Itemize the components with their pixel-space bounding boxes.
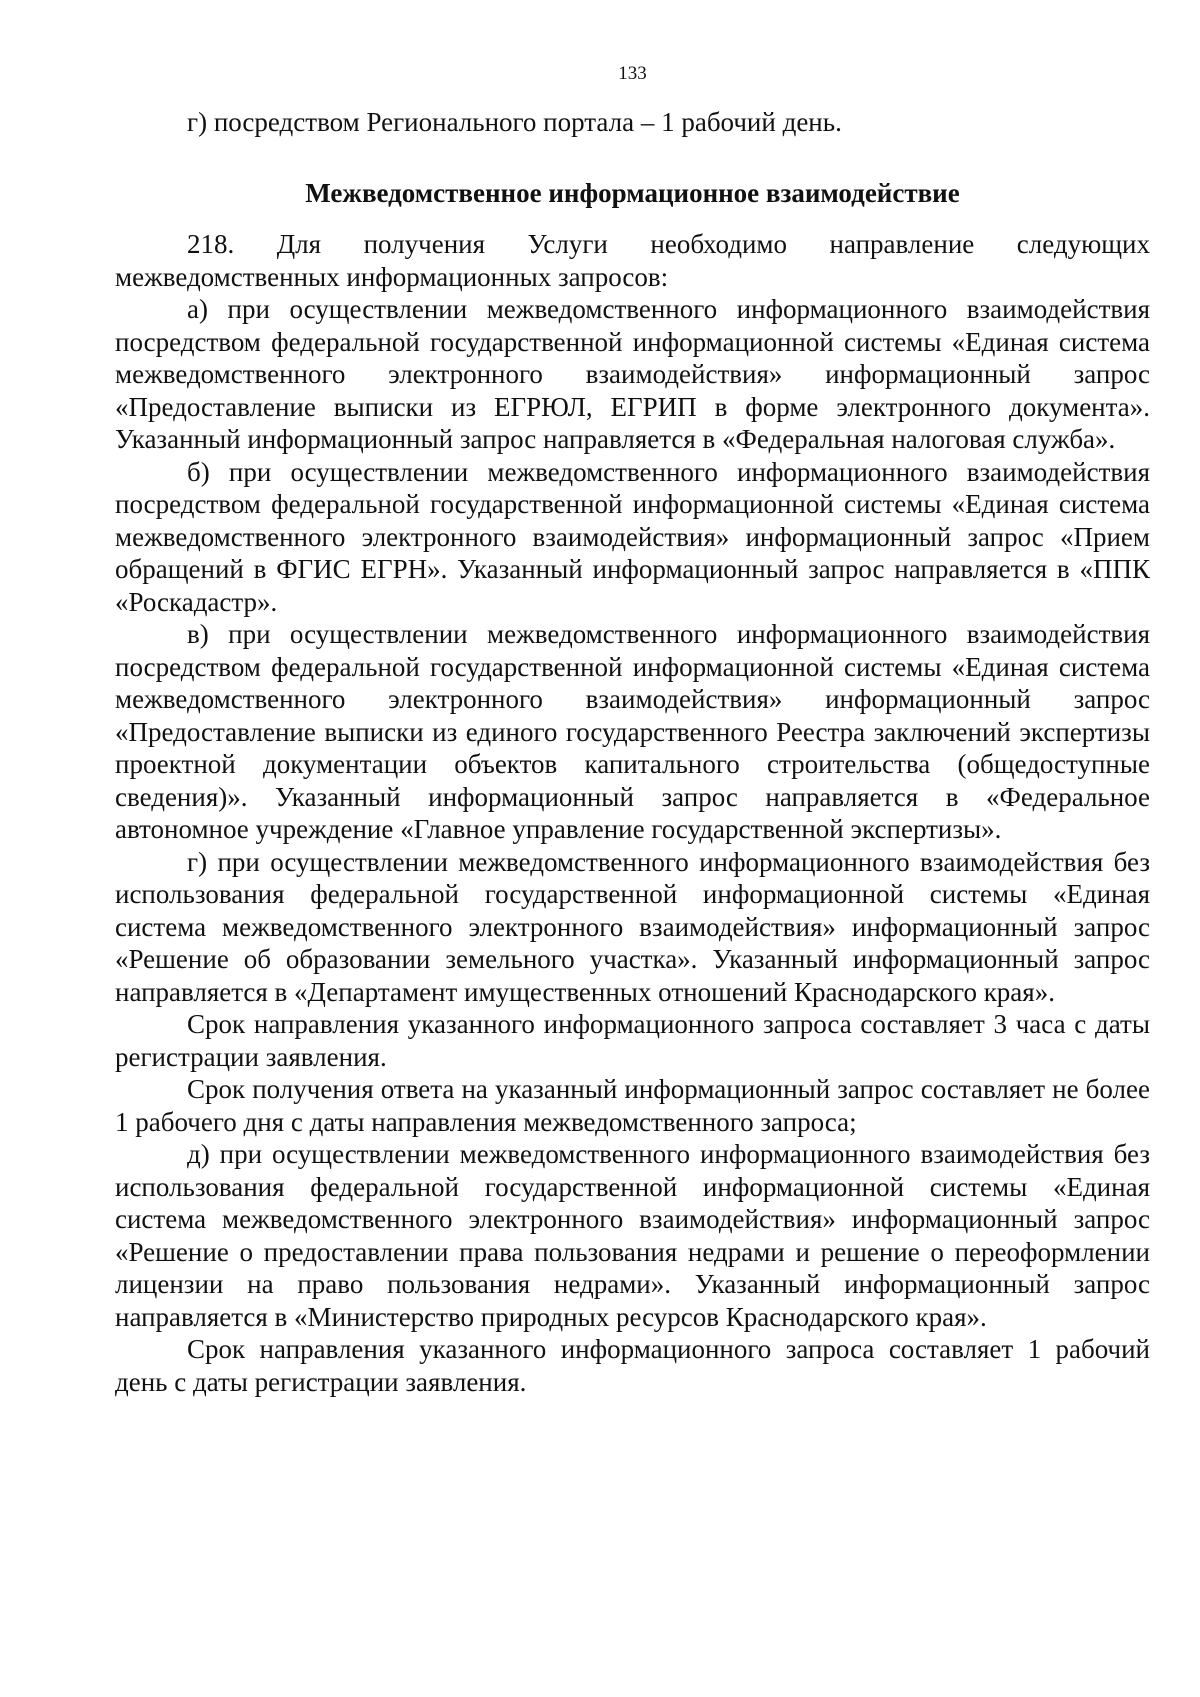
paragraph-item-g: г) при осуществлении межведомственного информационного взаимодействия без использования федеральной государственной информационной системы «Единая система межведомственного электронного взаимодействия» информационный запрос «Решение об образовании земельного участка». Указанный информационный запрос направляется в «Департамент имущественных отношений Краснодарского края». — [115, 846, 1150, 1007]
paragraph-item-v: в) при осуществлении межведомственного информационного взаимодействия посредством федеральной государственной информационной системы «Единая система межведомственного электронного взаимодействия» информационный запрос «Предоставление выписки из единого государственного Реестра заключений экспертизы проектной документации объектов капитального строительства (общедоступные сведения)». Указанный информационный запрос направляется в «Федеральное автономное учреждение «Главное управление государственной экспертизы». — [115, 619, 1150, 844]
paragraph-deadline-send-2: Срок направления указанного информационного запроса составляет 1 рабочий день с даты регистрации заявления. — [115, 1334, 1150, 1397]
page-number: 133 — [618, 63, 647, 84]
paragraph-item-a: а) при осуществлении межведомственного информационного взаимодействия посредством федеральной государственной информационной системы «Единая система межведомственного электронного взаимодействия» информационный запрос «Предоставление выписки из ЕГРЮЛ, ЕГРИП в форме электронного документа». Указанный информационный запрос направляется в «Федеральная налоговая служба». — [115, 294, 1150, 454]
section-heading: Межведомственное информационное взаимодействие — [305, 177, 960, 208]
paragraph-item-d: д) при осуществлении межведомственного информационного взаимодействия без использования федеральной государственной информационной системы «Единая система межведомственного электронного взаимодействия» информационный запрос «Решение о предоставлении права пользования недрами и решение о переоформлении лицензии на право пользования недрами». Указанный информационный запрос направляется в «Министерство природных ресурсов Краснодарского края». — [115, 1139, 1150, 1332]
intro-item-g: г) посредством Регионального портала – 1 рабочий день. — [187, 107, 842, 137]
paragraph-deadline-response: Срок получения ответа на указанный информационный запрос составляет не более 1 рабочего дня с даты направления межведомственного запроса; — [115, 1074, 1150, 1137]
paragraph-item-b: б) при осуществлении межведомственного информационного взаимодействия посредством федеральной государственной информационной системы «Единая система межведомственного электронного взаимодействия» информационный запрос «Прием обращений в ФГИС ЕГРН». Указанный информационный запрос направляется в «ППК «Роскадастр». — [115, 456, 1150, 617]
paragraph-deadline-send-1: Срок направления указанного информационного запроса составляет 3 часа с даты регистрации заявления. — [115, 1009, 1150, 1072]
paragraph-218: 218. Для получения Услуги необходимо направление следующих межведомственных информационных запросов: — [115, 229, 1150, 292]
